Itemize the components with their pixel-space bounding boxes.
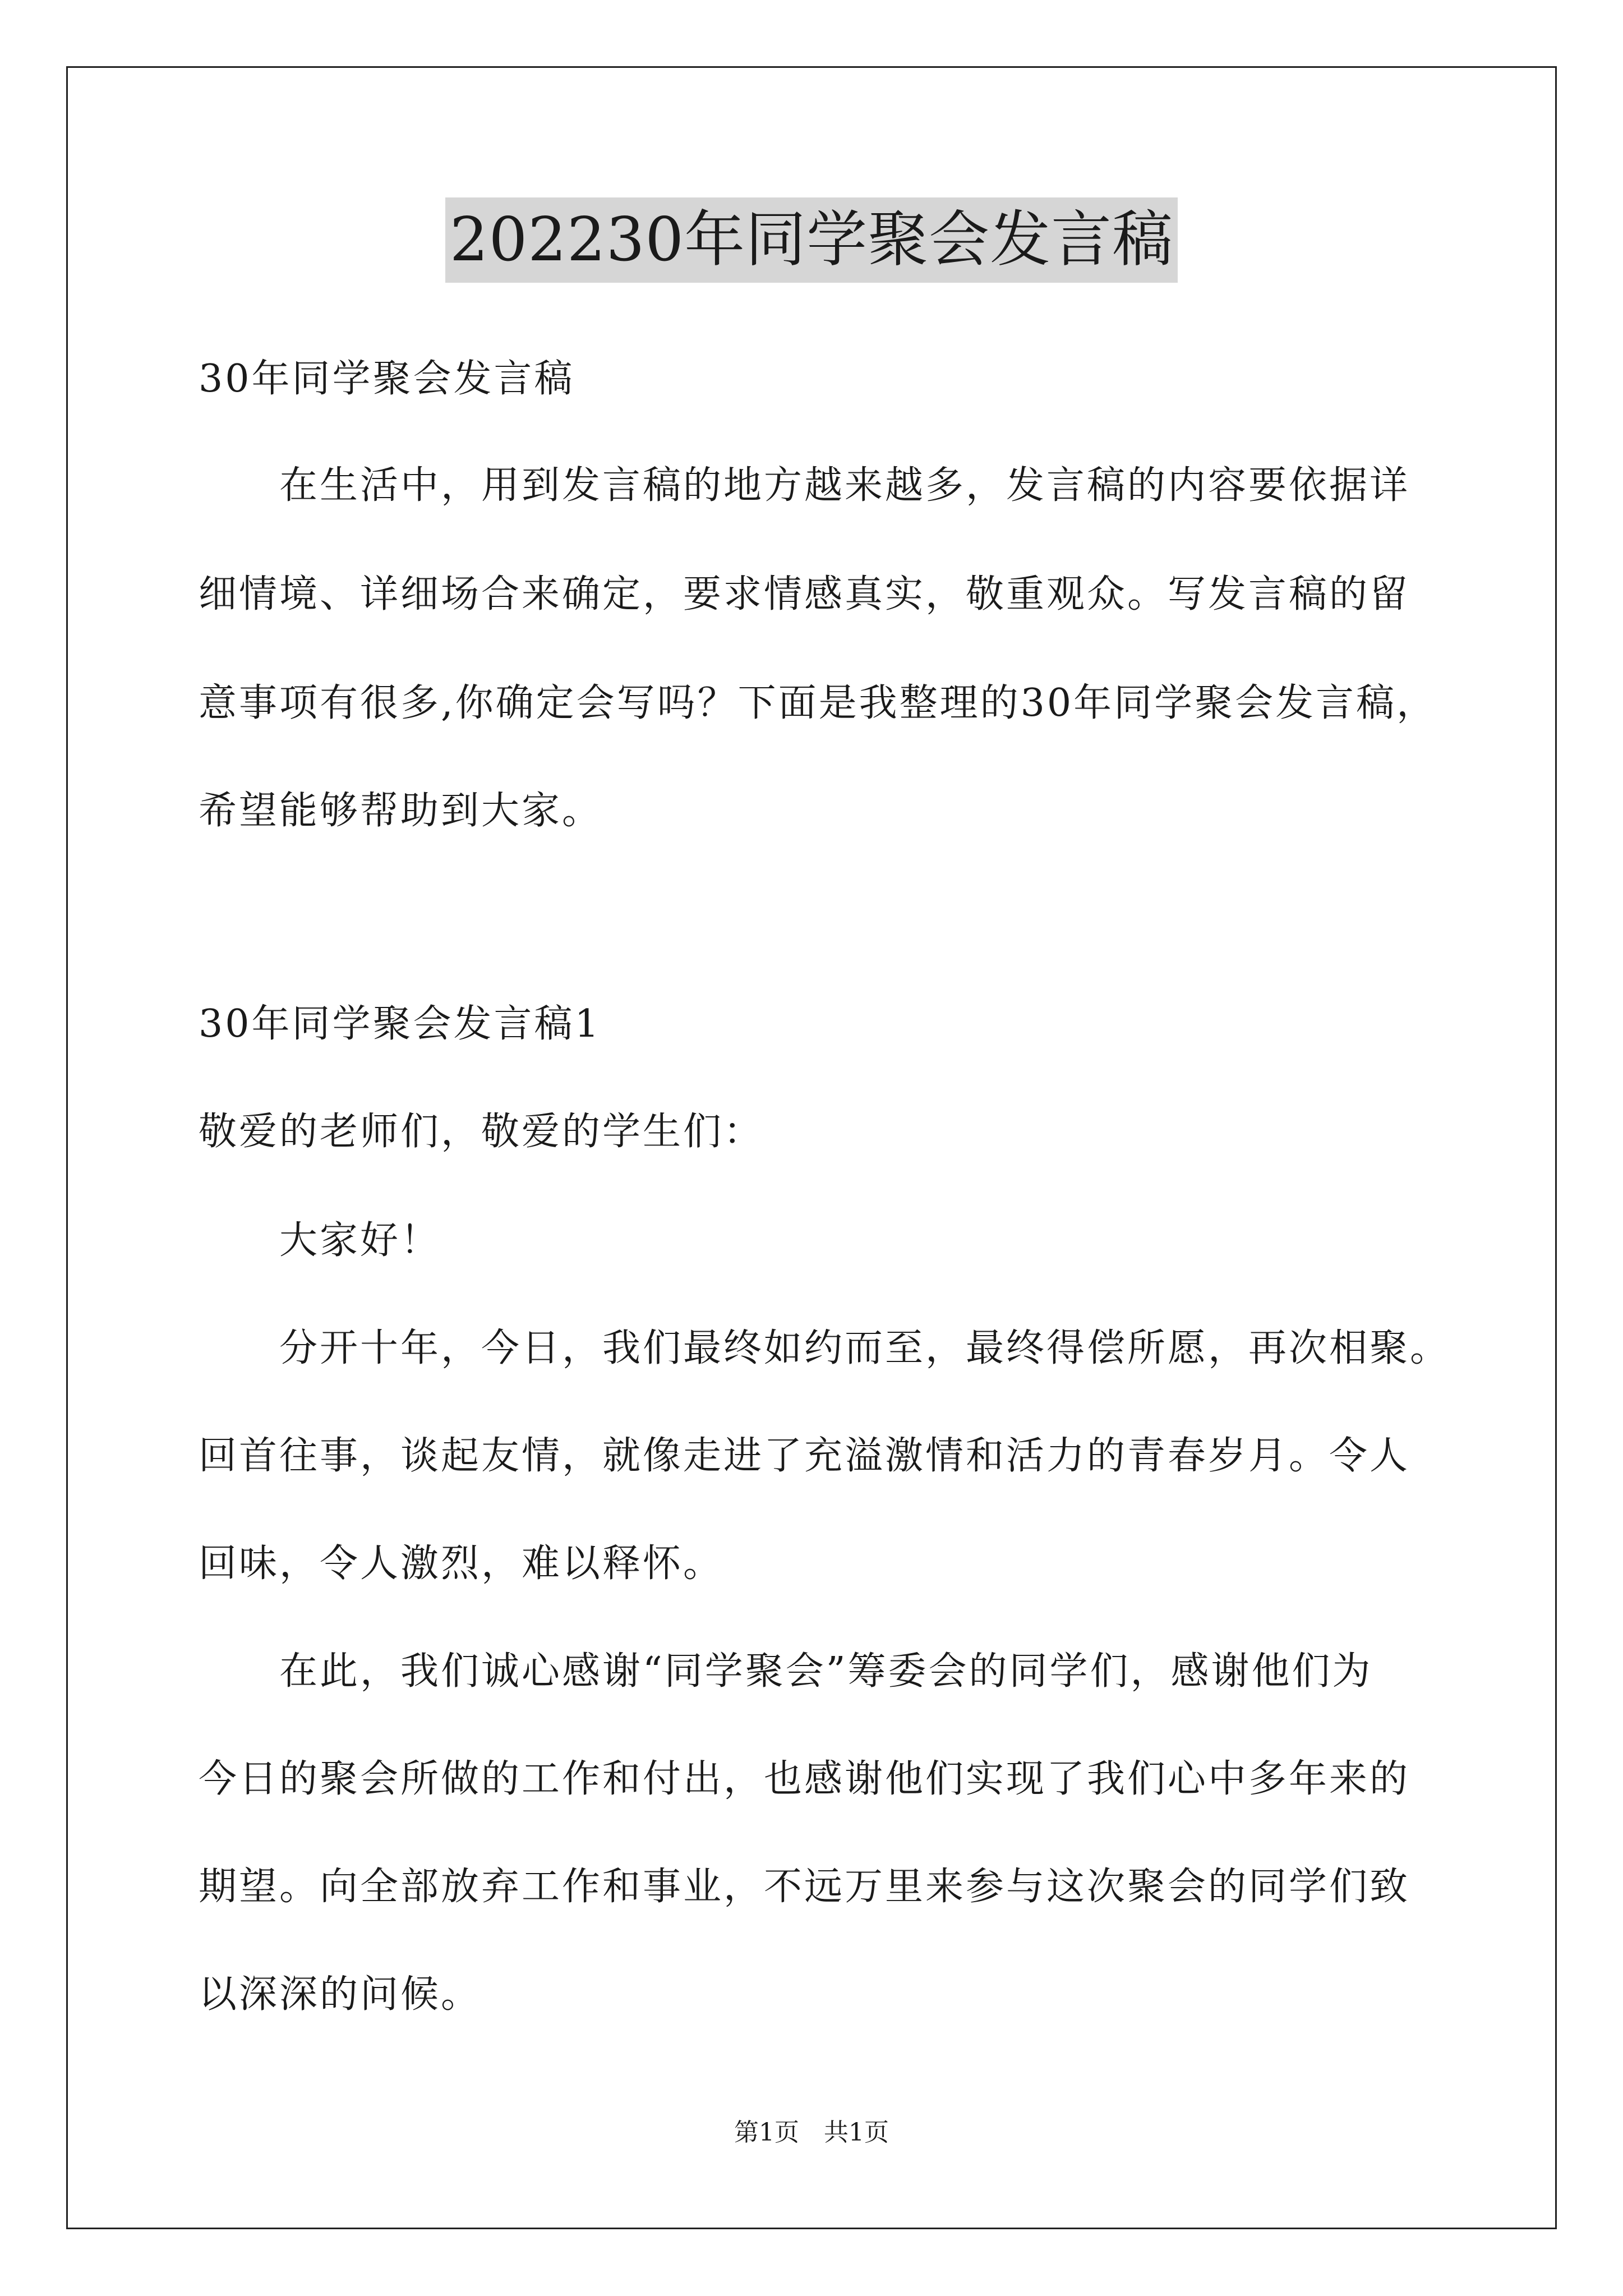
intro-line: 在生活中，用到发言稿的地方越来越多，发言稿的内容要依据详 xyxy=(199,463,1410,508)
intro-line: 希望能够帮助到大家。 xyxy=(199,789,603,833)
para2-line: 在此，我们诚心感谢“同学聚会”筹委会的同学们，感谢他们为 xyxy=(199,1649,1373,1694)
page-title: 202230年同学聚会发言稿 xyxy=(445,197,1178,283)
hello: 大家好！ xyxy=(199,1218,441,1263)
para2-line: 期望。向全部放弃工作和事业，不远万里来参与这次聚会的同学们致 xyxy=(199,1865,1410,1909)
intro-line: 意事项有很多,你确定会写吗？下面是我整理的30年同学聚会发言稿， xyxy=(199,681,1437,725)
intro-line: 细情境、详细场合来确定，要求情感真实，敬重观众。写发言稿的留 xyxy=(199,572,1410,616)
page-footer: 第1页 共1页 xyxy=(734,2118,889,2147)
para1-line: 回首往事，谈起友情，就像走进了充溢激情和活力的青春岁月。令人 xyxy=(199,1434,1410,1478)
greeting: 敬爱的老师们，敬爱的学生们： xyxy=(199,1110,764,1154)
title-wrap xyxy=(0,197,1623,283)
section-heading: 30年同学聚会发言稿1 xyxy=(199,1002,601,1046)
subtitle: 30年同学聚会发言稿 xyxy=(199,357,575,401)
para1-line: 分开十年，今日，我们最终如约而至，最终得偿所愿，再次相聚。 xyxy=(199,1326,1451,1370)
para2-line: 以深深的问候。 xyxy=(199,1972,482,2017)
para2-line: 今日的聚会所做的工作和付出，也感谢他们实现了我们心中多年来的 xyxy=(199,1757,1410,1801)
para1-line: 回味，令人激烈，难以释怀。 xyxy=(199,1542,724,1586)
